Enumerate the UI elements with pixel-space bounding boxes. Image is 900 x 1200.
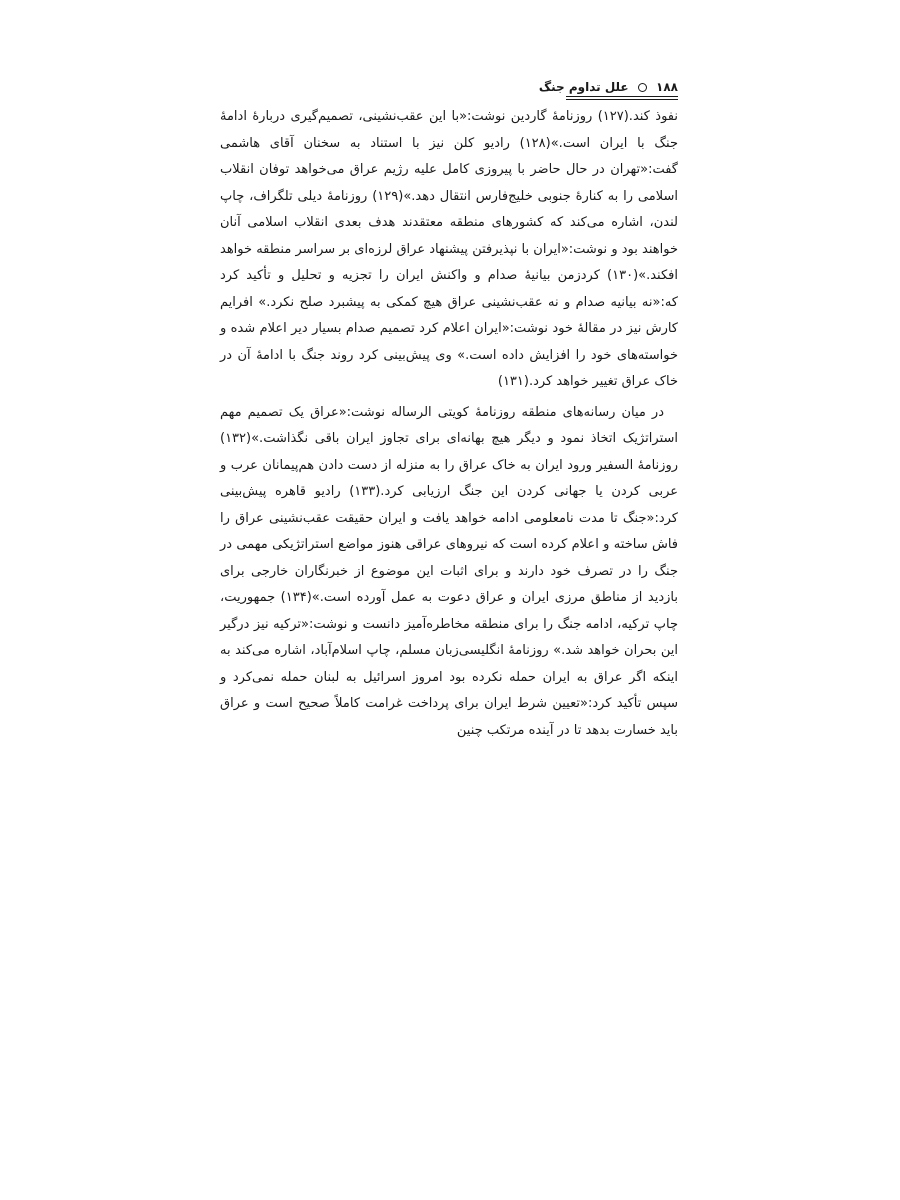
running-title: علل تداوم جنگ <box>538 80 629 94</box>
header-rule <box>566 96 678 97</box>
page-header <box>220 78 678 96</box>
page-number: ۱۸۸ <box>656 80 678 94</box>
paragraph-1: نفوذ کند.(۱۲۷) روزنامهٔ گاردین نوشت:«با این عقب‌نشینی، تصمیم‌گیری دربارهٔ ادامهٔ جنگ با ایران است.»(۱۲۸) رادیو کلن نیز با استناد به سخنان آقای هاشمی گفت:«تهران در حال حاضر با پیروزی کامل علیه رژیم عراق می‌خواهد توفان انقلاب اسلامی را به کنارهٔ جنوبی خلیج‌فارس انتقال دهد.»(۱۲۹) روزنامهٔ دیلی تلگراف، چاپ لندن، اشاره می‌کند که کشورهای منطقه معتقدند هدف بعدی انقلاب اسلامی آنان خواهند بود و نوشت:«ایران با نپذیرفتن پیشنهاد عراق لرزه‌ای بر سراسر منطقه خواهد افکند.»(۱۳۰) کردزمن بیانیهٔ صدام و واکنش ایران را تجزیه و تحلیل و تأکید کرد که:«نه بیانیه صدام و نه عقب‌نشینی عراق هیچ کمکی به پیشبرد صلح نکرد.» افرایم کارش نیز در مقالهٔ خود نوشت:«ایران اعلام کرد تصمیم صدام بسیار دیر اعلام شده و خواسته‌های خود را افزایش داده است.» وی پیش‌بینی کرد روند جنگ با ادامهٔ آن در خاک عراق تغییر خواهد کرد.(۱۳۱) <box>220 109 678 389</box>
circle-separator-icon <box>638 83 647 92</box>
paragraph-2: در میان رسانه‌های منطقه روزنامهٔ کویتی الرساله نوشت:«عراق یک تصمیم مهم استراتژیک اتخاذ نمود و دیگر هیچ بهانه‌ای برای تجاوز ایران باقی نگذاشت.»(۱۳۲) روزنامهٔ السفیر ورود ایران به خاک عراق را به منزله از دست دادن هم‌پیمانان عرب و عربی کردن یا جهانی کردن این جنگ ارزیابی کرد.(۱۳۳) رادیو قاهره پیش‌بینی کرد:«جنگ تا مدت نامعلومی ادامه خواهد یافت و ایران حقیقت عقب‌نشینی عراق را فاش ساخته و اعلام کرده است که نیروهای عراقی هنوز مواضع استراتژیکی مهمی در جنگ را در تصرف خود دارند و برای اثبات این موضوع از خبرنگاران خارجی برای بازدید از مناطق مرزی ایران و عراق دعوت به عمل آورده است.»(۱۳۴) جمهوریت، چاپ ترکیه، ادامه جنگ را برای منطقه مخاطره‌آمیز دانست و نوشت:«ترکیه نیز درگیر این بحران خواهد شد.» روزنامهٔ انگلیسی‌زبان مسلم، چاپ اسلام‌آباد، اشاره می‌کند به اینکه اگر عراق به ایران حمله نکرده بود امروز اسرائیل به لبنان حمله نمی‌کرد و سپس تأکید کرد:«تعیین شرط ایران برای پرداخت غرامت کاملاً صحیح است و عراق باید خسارت بدهد تا در آینده مرتکب چنین <box>220 404 678 738</box>
body-text <box>220 104 678 744</box>
header-rule-secondary <box>566 99 678 100</box>
